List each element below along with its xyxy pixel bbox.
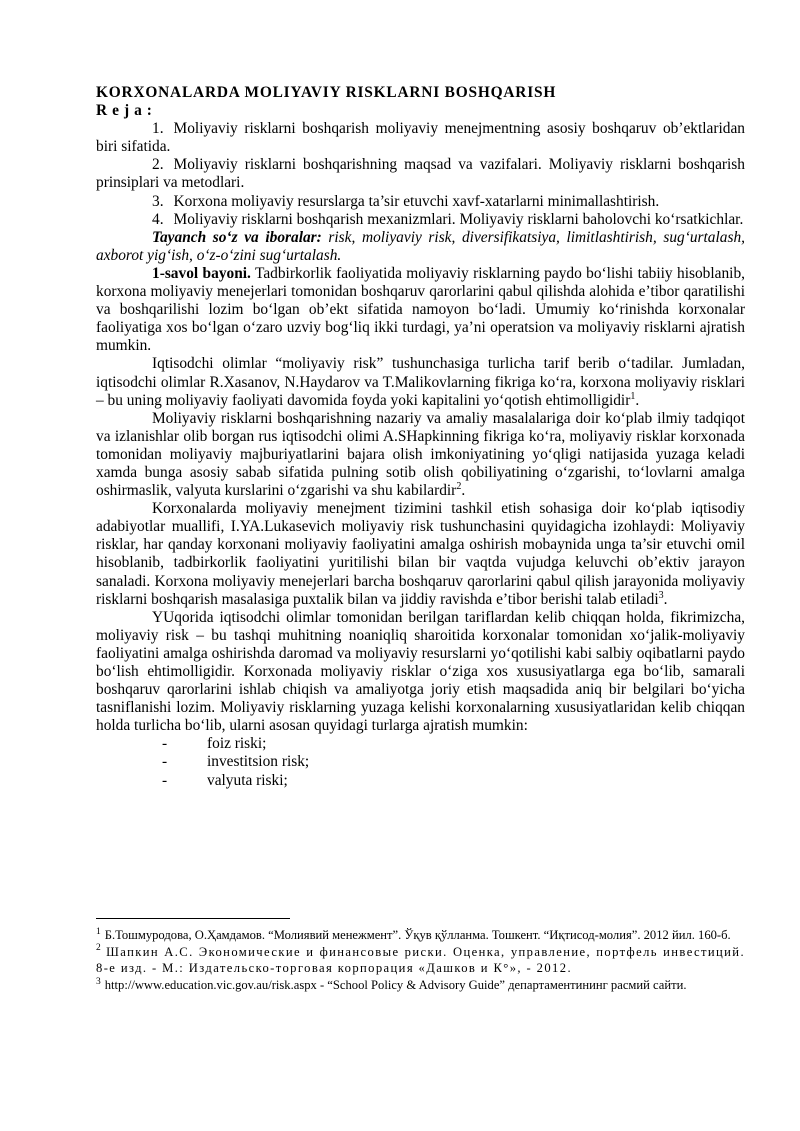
paragraph-1-lead: 1-savol bayoni. xyxy=(152,264,251,282)
list-item-foiz-riski xyxy=(96,735,745,753)
plan-item-3-text: Korxona moliyaviy resurslarga ta’sir etuvchi xavf-xatarlarni minimallashtirish. xyxy=(173,192,660,210)
plan-item-3 xyxy=(96,193,745,211)
plan-item-4-text: Moliyaviy risklarni boshqarish mexanizmlari. Moliyaviy risklarni baholovchi ko‘rsatkichlar. xyxy=(173,210,744,228)
list-item-text: valyuta riski; xyxy=(207,771,288,789)
footnote-3-number: 3 xyxy=(96,976,101,987)
paragraph-3 xyxy=(96,410,745,500)
paragraph-2-tail: . xyxy=(635,391,640,409)
plan-item-2-number: 2. xyxy=(152,156,164,174)
paragraph-2 xyxy=(96,355,745,409)
plan-item-1-number: 1. xyxy=(152,120,164,138)
keywords-paragraph xyxy=(96,229,745,265)
paragraph-3-text: Moliyaviy risklarni boshqarishning nazariy va amaliy masalalariga doir ko‘plab ilmiy tadqiqot va izlanishlar olib borgan rus iqtisodchi olimi A.SHapkinning fikriga ko‘ra, moliyaviy risklar korxonada tomonidan moliyaviy majburiyatlarini bajara olish imkoniyatining yo‘qligi natijasida yuzaga keladi xamda bunga asosiy sabab sifatida pulning sotib olish qobiliyatining o‘zgarishi, to‘lovlarni amalga oshirmaslik, valyuta kurslarini o‘zgarishi va shu kabilardir xyxy=(96,409,745,500)
plan-item-2 xyxy=(96,156,745,192)
footnote-3-text: http://www.education.vic.gov.au/risk.aspx - “School Policy & Advisory Guide” департаментининг расмий сайти. xyxy=(104,977,687,992)
footnote-1-number: 1 xyxy=(96,926,101,937)
footnote-3 xyxy=(96,977,745,994)
paragraph-3-tail: . xyxy=(461,482,466,500)
bullet-dash: - xyxy=(162,753,168,771)
list-item-valyuta-riski xyxy=(96,772,745,790)
paragraph-4 xyxy=(96,500,745,609)
list-item-text: foiz riski; xyxy=(207,735,267,753)
footnote-2 xyxy=(96,944,745,977)
footnote-separator xyxy=(96,918,290,919)
footnote-ref-1: 1 xyxy=(630,390,636,402)
plan-item-3-number: 3. xyxy=(152,192,164,210)
plan-item-2-text: Moliyaviy risklarni boshqarishning maqsad va vazifalari. Moliyaviy risklarni boshqarish prinsiplari va metodlari. xyxy=(96,156,745,192)
plan-item-1-text: Moliyaviy risklarni boshqarish moliyaviy menejmentning asosiy boshqaruv ob’ektlaridan biri sifatida. xyxy=(96,120,745,156)
plan-item-1 xyxy=(96,120,745,156)
plan-item-4 xyxy=(96,211,745,229)
plan-heading: Reja: xyxy=(96,102,157,120)
paragraph-1 xyxy=(96,265,745,355)
paragraph-1-text: Tadbirkorlik faoliyatida moliyaviy risklarning paydo bo‘lishi tabiiy hisoblanib, korxona moliyaviy menejerlari tomonidan boshqaruv qarorlarini qabul qilishda alohida e’tibor qaratilishi va boshqarilishi lozim bo‘lgan ob’ekt sifatida namoyon bo‘ladi. Umumiy ko‘rinishda korxonalar faoliyatiga xos bo‘lgan o‘zaro uzviy bog‘liq ikki turdagi, ya’ni operatsion va moliyaviy risklarni ajratish mumkin. xyxy=(96,264,745,355)
bullet-dash: - xyxy=(162,771,168,789)
bullet-dash: - xyxy=(162,735,168,753)
list-item-investitsion-risk xyxy=(96,753,745,771)
paragraph-4-text: Korxonalarda moliyaviy menejment tizimini tashkil etish sohasiga doir ko‘plab iqtisodiy adabiyotlar muallifi, I.YA.Lukasevich moliyaviy risk tushunchasini quyidagicha izohlaydi: Moliyaviy risklar, har qanday korxonani moliyaviy faoliyatini amalga oshirish mobaynida unga ta’sir etuvchi omil hisoblanib, tadbirkorlik faoliyatini yuritilishi bilan bir vaqtda vujudga keluvchi ob’ektiv jarayon sanaladi. Korxona moliyaviy menejerlari barcha boshqaruv qarorlarini qabul qilish jarayonida moliyaviy risklarni boshqarish masalasiga puxtalik bilan va jiddiy ravishda e’tibor berishi talab etiladi xyxy=(96,500,745,608)
footnote-ref-2: 2 xyxy=(456,480,462,492)
keywords-label: Tayanch so‘z va iboralar: xyxy=(152,228,322,246)
plan-item-4-number: 4. xyxy=(152,210,164,228)
footnote-1-text: Б.Тошмуродова, О.Ҳамдамов. “Молиявий менежмент”. Ўқув қўлланма. Тошкент. “Иқтисод-молия”. 2012 йил. 160-б. xyxy=(104,928,731,942)
paragraph-4-tail: . xyxy=(663,590,668,608)
keywords-text: risk, moliyaviy risk, diversifikatsiya, limitlashtirish, sug‘urtalash, axborot yig‘ish, o‘z-o‘zini sug‘urtalash. xyxy=(96,228,745,264)
document-title: KORXONALARDA MOLIYAVIY RISKLARNI BOSHQARISH xyxy=(96,84,557,101)
footnote-ref-3: 3 xyxy=(658,589,664,601)
footnote-1 xyxy=(96,927,745,944)
list-item-text: investitsion risk; xyxy=(207,753,310,771)
footnotes-section xyxy=(96,918,745,993)
paragraph-5-text: YUqorida iqtisodchi olimlar tomonidan berilgan tariflardan kelib chiqqan holda, fikrimizcha, moliyaviy risk – bu tashqi muhitning noaniqliq sharoitida korxonalar tomonidan xo‘jalik-moliyaviy faoliyatini amalga oshirishda daromad va moliyaviy resurslarni yo‘qotilishi kabi salbiy oqibatlarni paydo bo‘lish ehtimolligidir. Korxonada moliyaviy risklar o‘ziga xos xususiyatlarga ega bo‘lib, samarali boshqaruv qarorlarini ishlab chiqish va amaliyotga joriy etish maqsadida aniq bir belgilari bo‘yicha tasniflanishi lozim. Moliyaviy risklarning yuzaga kelishi korxonalarning xususiyatlaridan kelib chiqqan holda turlicha bo‘lib, ularni asosan quyidagi turlarga ajratish mumkin: xyxy=(96,608,745,735)
paragraph-2-text: Iqtisodchi olimlar “moliyaviy risk” tushunchasiga turlicha tarif berib o‘tadilar. Jumladan, iqtisodchi olimlar R.Xasanov, N.Haydarov va T.Malikovlarning fikriga ko‘ra, korxona moliyaviy risklari – bu uning moliyaviy faoliyati davomida foyda yoki kapitalini yo‘qotish ehtimolligidir xyxy=(96,355,745,409)
footnote-2-number: 2 xyxy=(96,943,103,954)
paragraph-5 xyxy=(96,609,745,736)
footnote-2-text: Шапкин А.С. Экономические и финансовые риски. Оценка, управление, портфель инвестиций. 8-е изд. - М.: Издательско-торговая корпорация «Дашков и К°», - 2012. xyxy=(96,944,745,976)
